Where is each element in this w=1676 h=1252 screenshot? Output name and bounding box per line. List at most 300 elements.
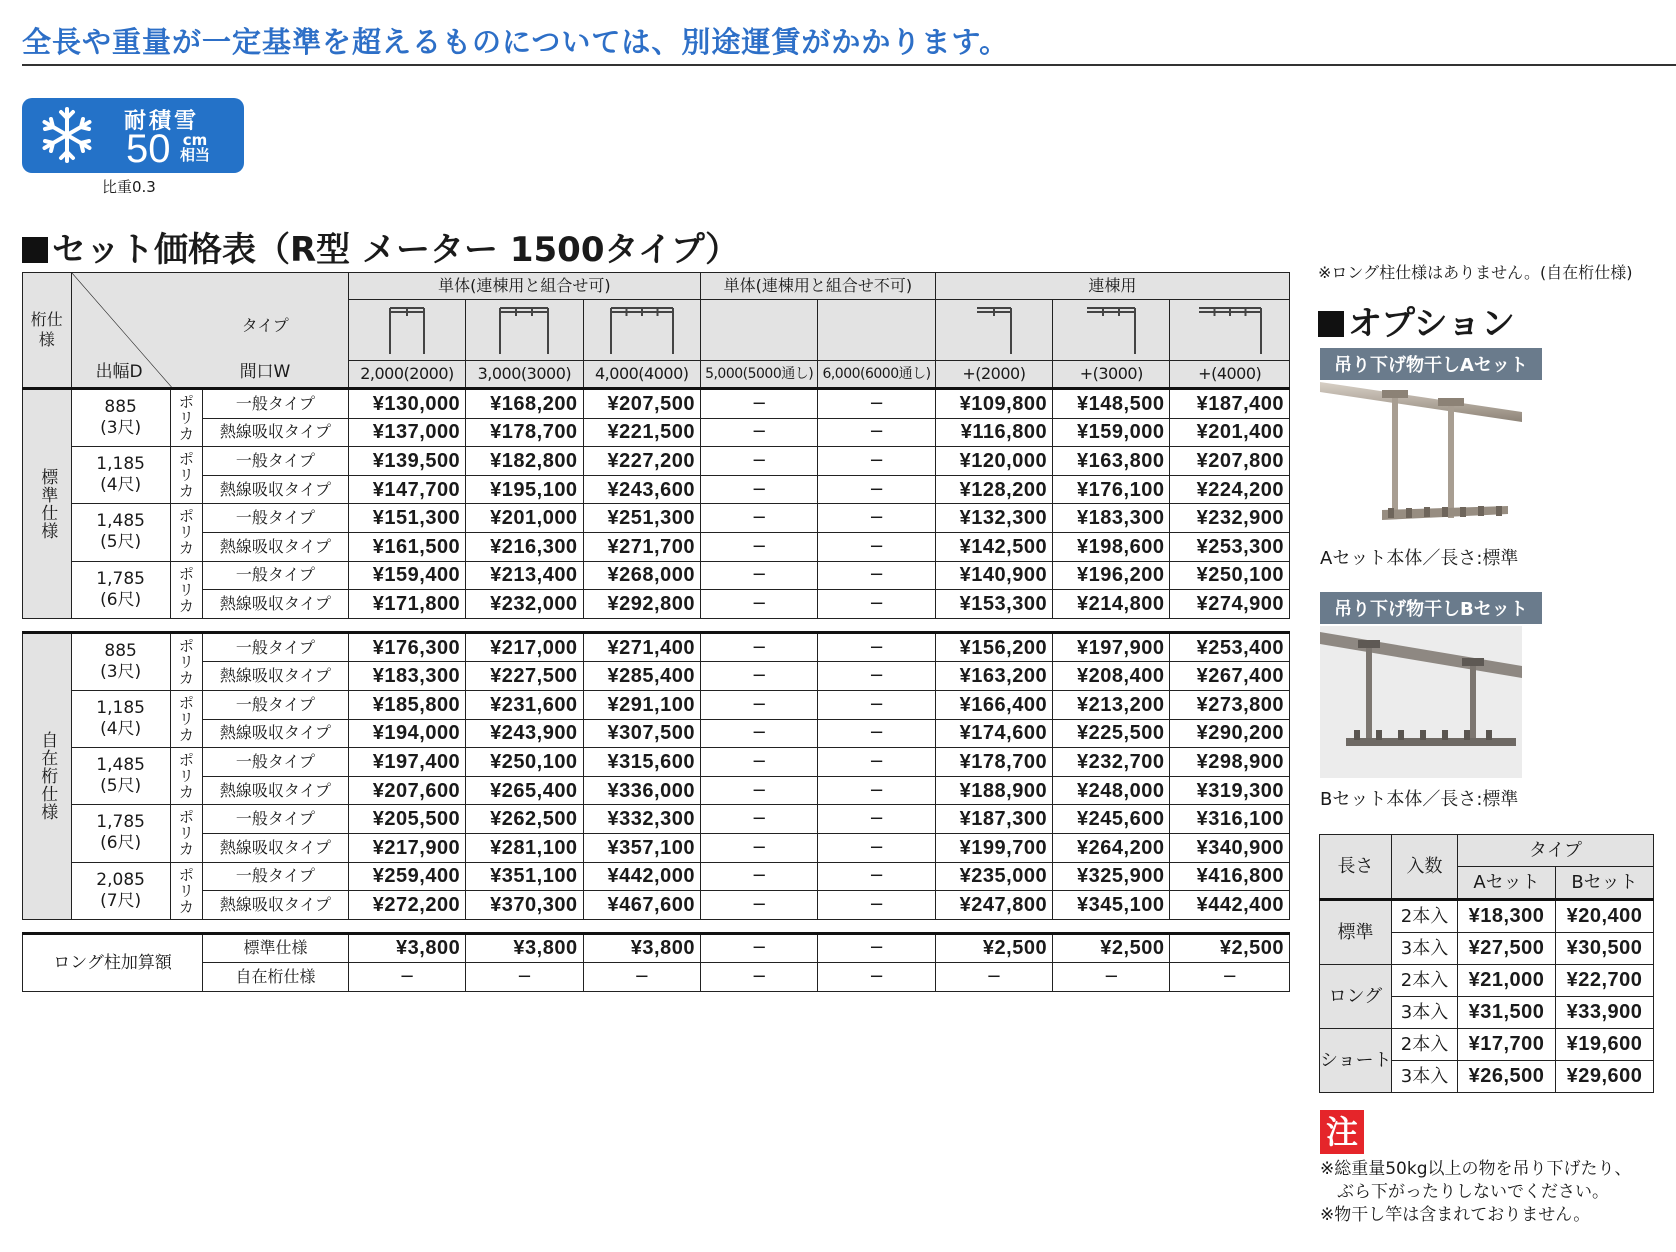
long-pillar-row bbox=[23, 933, 1290, 963]
caution-note-3: ※物干し竿は含まれておりません。 bbox=[1320, 1205, 1591, 1225]
price-cell: ¥178,700 bbox=[466, 418, 583, 447]
material-cell: ポリカ bbox=[170, 690, 202, 747]
table-row bbox=[23, 590, 1290, 619]
depth-value: 2,085 bbox=[96, 869, 145, 890]
badge-label: 耐積雪 bbox=[124, 109, 200, 134]
price-unavailable: − bbox=[818, 632, 935, 662]
long-pillar-type: 標準仕様 bbox=[203, 933, 349, 963]
price-cell: ¥161,500 bbox=[348, 532, 465, 561]
price-unavailable: − bbox=[466, 963, 583, 992]
depth-cell bbox=[71, 862, 170, 919]
price-cell: ¥188,900 bbox=[935, 776, 1052, 805]
option-price-b: ¥30,500 bbox=[1556, 933, 1654, 965]
price-cell: ¥351,100 bbox=[466, 862, 583, 891]
table-row bbox=[23, 475, 1290, 504]
price-cell: ¥147,700 bbox=[348, 475, 465, 504]
price-cell: ¥272,200 bbox=[348, 891, 465, 920]
depth-cell bbox=[71, 632, 170, 690]
table-row bbox=[23, 748, 1290, 777]
price-cell: ¥139,500 bbox=[348, 447, 465, 476]
price-unavailable: − bbox=[700, 963, 817, 992]
price-unavailable: − bbox=[700, 833, 817, 862]
type-cell: 熱線吸収タイプ bbox=[203, 418, 349, 447]
price-cell: ¥217,000 bbox=[466, 632, 583, 662]
price-cell: ¥168,200 bbox=[466, 389, 583, 419]
depth-shaku: (3尺) bbox=[100, 418, 142, 439]
price-cell: ¥291,100 bbox=[583, 690, 700, 719]
section-label: 自在桁仕様 bbox=[23, 632, 72, 919]
price-cell: ¥332,300 bbox=[583, 805, 700, 834]
table-row bbox=[23, 776, 1290, 805]
price-cell: ¥174,600 bbox=[935, 719, 1052, 748]
option-price-b: ¥19,600 bbox=[1556, 1029, 1654, 1061]
corner-type-label: タイプ bbox=[241, 316, 289, 335]
price-cell: ¥262,500 bbox=[466, 805, 583, 834]
price-cell: ¥213,200 bbox=[1053, 690, 1170, 719]
depth-cell bbox=[71, 504, 170, 561]
price-cell: ¥357,100 bbox=[583, 833, 700, 862]
depth-shaku: (7尺) bbox=[100, 890, 142, 911]
type-cell: 一般タイプ bbox=[203, 862, 349, 891]
option-count: 3本入 bbox=[1392, 1061, 1458, 1093]
price-unavailable: − bbox=[818, 561, 935, 590]
price-cell: ¥227,500 bbox=[466, 662, 583, 691]
option-count: 2本入 bbox=[1392, 965, 1458, 997]
price-cell: ¥325,900 bbox=[1053, 862, 1170, 891]
price-cell: ¥116,800 bbox=[935, 418, 1052, 447]
table-row bbox=[23, 662, 1290, 691]
price-unavailable: − bbox=[1053, 963, 1170, 992]
price-unavailable: − bbox=[818, 776, 935, 805]
price-cell: ¥159,000 bbox=[1053, 418, 1170, 447]
price-cell: ¥140,900 bbox=[935, 561, 1052, 590]
price-unavailable: − bbox=[818, 504, 935, 533]
depth-shaku: (4尺) bbox=[100, 475, 142, 496]
price-unavailable: − bbox=[700, 532, 817, 561]
price-cell: ¥231,600 bbox=[466, 690, 583, 719]
price-unavailable: − bbox=[818, 690, 935, 719]
price-cell: ¥251,300 bbox=[583, 504, 700, 533]
price-cell: ¥151,300 bbox=[348, 504, 465, 533]
price-cell: ¥225,500 bbox=[1053, 719, 1170, 748]
long-pillar-note: ※ロング柱仕様はありません。(自在桁仕様) bbox=[1318, 263, 1633, 282]
price-cell: ¥171,800 bbox=[348, 590, 465, 619]
price-cell: ¥292,800 bbox=[583, 590, 700, 619]
price-unavailable: − bbox=[700, 632, 817, 662]
price-cell: ¥253,300 bbox=[1170, 532, 1290, 561]
price-cell: ¥232,900 bbox=[1170, 504, 1290, 533]
price-cell: ¥232,700 bbox=[1053, 748, 1170, 777]
option-title bbox=[1318, 296, 1515, 345]
price-cell: ¥194,000 bbox=[348, 719, 465, 748]
frame-icon-cell bbox=[466, 300, 583, 361]
price-unavailable: − bbox=[818, 418, 935, 447]
price-cell: ¥159,400 bbox=[348, 561, 465, 590]
price-cell: ¥232,000 bbox=[466, 590, 583, 619]
type-cell: 熱線吸収タイプ bbox=[203, 833, 349, 862]
material-cell: ポリカ bbox=[170, 748, 202, 805]
table-row bbox=[23, 561, 1290, 590]
price-unavailable: − bbox=[818, 862, 935, 891]
long-pillar-label: ロング柱加算額 bbox=[23, 933, 203, 991]
depth-value: 1,185 bbox=[96, 698, 145, 719]
price-cell: ¥442,400 bbox=[1170, 891, 1290, 920]
price-unavailable: − bbox=[818, 833, 935, 862]
option-b-header: Bセット bbox=[1556, 867, 1654, 900]
size-header: +(2000) bbox=[935, 361, 1052, 389]
depth-value: 1,485 bbox=[96, 511, 145, 532]
title-square bbox=[22, 237, 48, 263]
option-length-label: ロング bbox=[1320, 965, 1392, 1029]
long-pillar-type: 自在桁仕様 bbox=[203, 963, 349, 992]
group-header-single: 単体(連棟用と組合せ可) bbox=[348, 273, 700, 300]
price-cell: ¥195,100 bbox=[466, 475, 583, 504]
price-cell: ¥264,200 bbox=[1053, 833, 1170, 862]
size-header: +(3000) bbox=[1053, 361, 1170, 389]
price-unavailable: − bbox=[818, 662, 935, 691]
depth-cell bbox=[71, 389, 170, 447]
price-cell: ¥187,300 bbox=[935, 805, 1052, 834]
depth-value: 1,185 bbox=[96, 454, 145, 475]
price-cell: ¥247,800 bbox=[935, 891, 1052, 920]
type-cell: 一般タイプ bbox=[203, 748, 349, 777]
table-row bbox=[23, 389, 1290, 419]
price-cell: ¥197,400 bbox=[348, 748, 465, 777]
price-unavailable: − bbox=[935, 963, 1052, 992]
material-cell: ポリカ bbox=[170, 805, 202, 862]
table-row bbox=[23, 891, 1290, 920]
price-unavailable: − bbox=[818, 933, 935, 963]
price-unavailable: − bbox=[700, 805, 817, 834]
price-unavailable: − bbox=[583, 963, 700, 992]
price-cell: ¥178,700 bbox=[935, 748, 1052, 777]
type-cell: 一般タイプ bbox=[203, 632, 349, 662]
price-cell: ¥243,900 bbox=[466, 719, 583, 748]
option-length-label: 標準 bbox=[1320, 900, 1392, 965]
price-cell: ¥271,400 bbox=[583, 632, 700, 662]
price-cell: ¥197,900 bbox=[1053, 632, 1170, 662]
carport-add-frame-icon bbox=[1085, 304, 1137, 356]
price-cell: ¥345,100 bbox=[1053, 891, 1170, 920]
price-cell: ¥130,000 bbox=[348, 389, 465, 419]
table-row bbox=[23, 719, 1290, 748]
frame-icon-cell bbox=[818, 300, 935, 361]
carport-frame-icon bbox=[609, 304, 675, 356]
carport-frame-icon bbox=[498, 304, 550, 356]
price-cell: ¥221,500 bbox=[583, 418, 700, 447]
price-cell: ¥416,800 bbox=[1170, 862, 1290, 891]
price-cell: ¥201,400 bbox=[1170, 418, 1290, 447]
corner-depth-label: 出幅D bbox=[95, 362, 143, 382]
price-cell: ¥370,300 bbox=[466, 891, 583, 920]
set-b-caption: Bセット本体／長さ:標準 bbox=[1320, 789, 1519, 810]
set-price-table bbox=[22, 272, 1290, 992]
price-cell: ¥253,400 bbox=[1170, 632, 1290, 662]
price-cell: ¥208,400 bbox=[1053, 662, 1170, 691]
gap-cell bbox=[23, 919, 1290, 933]
price-unavailable: − bbox=[818, 748, 935, 777]
gap-cell bbox=[23, 618, 1290, 632]
price-cell: ¥128,200 bbox=[935, 475, 1052, 504]
option-price-a: ¥17,700 bbox=[1458, 1029, 1556, 1061]
carport-add-frame-icon bbox=[975, 304, 1013, 356]
option-row bbox=[1320, 1029, 1654, 1061]
price-cell: ¥109,800 bbox=[935, 389, 1052, 419]
table-row bbox=[23, 833, 1290, 862]
caution-mark: 注 bbox=[1320, 1110, 1364, 1154]
option-price-a: ¥21,000 bbox=[1458, 965, 1556, 997]
price-cell: ¥207,600 bbox=[348, 776, 465, 805]
specific-gravity-note: 比重0.3 bbox=[102, 178, 156, 196]
option-price-b: ¥33,900 bbox=[1556, 997, 1654, 1029]
price-unavailable: − bbox=[700, 776, 817, 805]
group-header-single-standalone: 単体(連棟用と組合せ不可) bbox=[700, 273, 935, 300]
set-b-tag: 吊り下げ物干しBセット bbox=[1320, 592, 1542, 624]
price-cell: ¥196,200 bbox=[1053, 561, 1170, 590]
price-cell: ¥281,100 bbox=[466, 833, 583, 862]
table-row bbox=[23, 418, 1290, 447]
type-cell: 一般タイプ bbox=[203, 389, 349, 419]
price-cell: ¥182,800 bbox=[466, 447, 583, 476]
depth-shaku: (5尺) bbox=[100, 776, 142, 797]
table-row bbox=[23, 504, 1290, 533]
depth-shaku: (5尺) bbox=[100, 532, 142, 553]
price-cell: ¥142,500 bbox=[935, 532, 1052, 561]
price-cell: ¥307,500 bbox=[583, 719, 700, 748]
price-cell: ¥319,300 bbox=[1170, 776, 1290, 805]
price-cell: ¥214,800 bbox=[1053, 590, 1170, 619]
option-price-a: ¥18,300 bbox=[1458, 900, 1556, 933]
price-cell: ¥274,900 bbox=[1170, 590, 1290, 619]
frame-icon-cell bbox=[1053, 300, 1170, 361]
price-unavailable: − bbox=[818, 475, 935, 504]
price-unavailable: − bbox=[818, 805, 935, 834]
price-cell: ¥3,800 bbox=[583, 933, 700, 963]
depth-cell bbox=[71, 561, 170, 618]
price-unavailable: − bbox=[700, 862, 817, 891]
material-cell: ポリカ bbox=[170, 632, 202, 690]
type-cell: 熱線吸収タイプ bbox=[203, 532, 349, 561]
price-cell: ¥207,800 bbox=[1170, 447, 1290, 476]
type-cell: 熱線吸収タイプ bbox=[203, 662, 349, 691]
price-cell: ¥183,300 bbox=[348, 662, 465, 691]
option-row bbox=[1320, 965, 1654, 997]
long-pillar-row bbox=[23, 963, 1290, 992]
section-label: 標準仕様 bbox=[23, 389, 72, 619]
option-row bbox=[1320, 900, 1654, 933]
option-title-square bbox=[1318, 311, 1344, 337]
material-cell: ポリカ bbox=[170, 561, 202, 618]
price-cell: ¥166,400 bbox=[935, 690, 1052, 719]
price-unavailable: − bbox=[700, 748, 817, 777]
price-unavailable: − bbox=[700, 933, 817, 963]
table-row bbox=[23, 862, 1290, 891]
header-notice: 全長や重量が一定基準を超えるものについては、別途運賃がかかります。 bbox=[22, 25, 1010, 59]
option-price-a: ¥27,500 bbox=[1458, 933, 1556, 965]
price-cell: ¥265,400 bbox=[466, 776, 583, 805]
price-unavailable: − bbox=[700, 891, 817, 920]
depth-shaku: (6尺) bbox=[100, 833, 142, 854]
badge-value: 50 bbox=[126, 127, 171, 171]
table-row bbox=[23, 532, 1290, 561]
option-price-b: ¥20,400 bbox=[1556, 900, 1654, 933]
price-cell: ¥250,100 bbox=[1170, 561, 1290, 590]
option-count-header: 入数 bbox=[1392, 835, 1458, 900]
set-b-photo bbox=[1320, 626, 1522, 778]
type-cell: 熱線吸収タイプ bbox=[203, 475, 349, 504]
snow-load-badge bbox=[22, 98, 244, 173]
price-unavailable: − bbox=[700, 504, 817, 533]
depth-value: 1,485 bbox=[96, 755, 145, 776]
price-cell: ¥340,900 bbox=[1170, 833, 1290, 862]
price-unavailable: − bbox=[700, 590, 817, 619]
section-gap bbox=[23, 919, 1290, 933]
price-unavailable: − bbox=[818, 389, 935, 419]
type-cell: 一般タイプ bbox=[203, 805, 349, 834]
set-a-caption: Aセット本体／長さ:標準 bbox=[1320, 548, 1519, 569]
badge-unit-cm: cm bbox=[182, 131, 208, 149]
price-cell: ¥2,500 bbox=[935, 933, 1052, 963]
side-header: 桁仕様 bbox=[23, 273, 72, 389]
price-cell: ¥245,600 bbox=[1053, 805, 1170, 834]
material-cell: ポリカ bbox=[170, 389, 202, 447]
price-cell: ¥201,000 bbox=[466, 504, 583, 533]
frame-icon-cell bbox=[348, 300, 465, 361]
type-cell: 熱線吸収タイプ bbox=[203, 891, 349, 920]
price-cell: ¥290,200 bbox=[1170, 719, 1290, 748]
header-group-row bbox=[23, 273, 1290, 300]
type-cell: 一般タイプ bbox=[203, 504, 349, 533]
price-unavailable: − bbox=[700, 389, 817, 419]
depth-shaku: (3尺) bbox=[100, 661, 142, 682]
depth-value: 1,785 bbox=[96, 812, 145, 833]
price-cell: ¥227,200 bbox=[583, 447, 700, 476]
type-cell: 熱線吸収タイプ bbox=[203, 719, 349, 748]
badge-unit bbox=[180, 133, 210, 163]
price-cell: ¥132,300 bbox=[935, 504, 1052, 533]
type-cell: 一般タイプ bbox=[203, 447, 349, 476]
option-price-table bbox=[1319, 834, 1654, 1093]
price-unavailable: − bbox=[700, 475, 817, 504]
price-cell: ¥148,500 bbox=[1053, 389, 1170, 419]
depth-value: 885 bbox=[104, 640, 137, 661]
size-header: 2,000(2000) bbox=[348, 361, 465, 389]
option-price-a: ¥26,500 bbox=[1458, 1061, 1556, 1093]
frame-icon-cell bbox=[935, 300, 1052, 361]
price-table-title bbox=[22, 222, 739, 271]
price-cell: ¥156,200 bbox=[935, 632, 1052, 662]
price-cell: ¥224,200 bbox=[1170, 475, 1290, 504]
price-unavailable: − bbox=[818, 590, 935, 619]
carport-frame-icon bbox=[388, 304, 426, 356]
price-cell: ¥137,000 bbox=[348, 418, 465, 447]
price-cell: ¥298,900 bbox=[1170, 748, 1290, 777]
snowflake-icon bbox=[36, 104, 98, 166]
price-cell: ¥176,100 bbox=[1053, 475, 1170, 504]
size-header: 3,000(3000) bbox=[466, 361, 583, 389]
table-row bbox=[23, 805, 1290, 834]
price-cell: ¥213,400 bbox=[466, 561, 583, 590]
price-cell: ¥271,700 bbox=[583, 532, 700, 561]
price-cell: ¥199,700 bbox=[935, 833, 1052, 862]
size-header: +(4000) bbox=[1170, 361, 1290, 389]
table-row bbox=[23, 690, 1290, 719]
carport-add-frame-icon bbox=[1197, 304, 1263, 356]
depth-cell bbox=[71, 748, 170, 805]
type-cell: 一般タイプ bbox=[203, 561, 349, 590]
type-cell: 一般タイプ bbox=[203, 690, 349, 719]
type-cell: 熱線吸収タイプ bbox=[203, 776, 349, 805]
price-unavailable: − bbox=[818, 532, 935, 561]
corner-cell bbox=[71, 273, 348, 389]
option-count: 2本入 bbox=[1392, 1029, 1458, 1061]
price-cell: ¥316,100 bbox=[1170, 805, 1290, 834]
option-length-header: 長さ bbox=[1320, 835, 1392, 900]
price-cell: ¥183,300 bbox=[1053, 504, 1170, 533]
price-unavailable: − bbox=[1170, 963, 1290, 992]
price-cell: ¥336,000 bbox=[583, 776, 700, 805]
price-unavailable: − bbox=[700, 719, 817, 748]
price-cell: ¥259,400 bbox=[348, 862, 465, 891]
price-cell: ¥285,400 bbox=[583, 662, 700, 691]
caution-note-2: ぶら下がったりしないでください。 bbox=[1320, 1182, 1609, 1202]
frame-icon-cell bbox=[1170, 300, 1290, 361]
price-cell: ¥248,000 bbox=[1053, 776, 1170, 805]
section-gap bbox=[23, 618, 1290, 632]
price-cell: ¥217,900 bbox=[348, 833, 465, 862]
price-cell: ¥207,500 bbox=[583, 389, 700, 419]
option-count: 3本入 bbox=[1392, 933, 1458, 965]
table-row bbox=[23, 447, 1290, 476]
option-type-header: タイプ bbox=[1458, 835, 1654, 867]
material-cell: ポリカ bbox=[170, 447, 202, 504]
price-cell: ¥216,300 bbox=[466, 532, 583, 561]
price-cell: ¥3,800 bbox=[466, 933, 583, 963]
corner-width-label: 間口W bbox=[239, 362, 291, 382]
table-row bbox=[23, 632, 1290, 662]
option-price-a: ¥31,500 bbox=[1458, 997, 1556, 1029]
option-price-b: ¥29,600 bbox=[1556, 1061, 1654, 1093]
price-cell: ¥176,300 bbox=[348, 632, 465, 662]
depth-shaku: (4尺) bbox=[100, 719, 142, 740]
size-header: 4,000(4000) bbox=[583, 361, 700, 389]
set-a-tag: 吊り下げ物干しAセット bbox=[1320, 348, 1542, 380]
size-header: 6,000(6000通し) bbox=[818, 361, 935, 389]
set-a-photo bbox=[1320, 382, 1522, 542]
price-cell: ¥163,800 bbox=[1053, 447, 1170, 476]
price-unavailable: − bbox=[700, 561, 817, 590]
option-title-text: オプション bbox=[1348, 304, 1515, 344]
price-cell: ¥243,600 bbox=[583, 475, 700, 504]
price-unavailable: − bbox=[700, 418, 817, 447]
price-cell: ¥267,400 bbox=[1170, 662, 1290, 691]
price-unavailable: − bbox=[700, 447, 817, 476]
depth-cell bbox=[71, 447, 170, 504]
badge-unit-equivalent: 相当 bbox=[180, 146, 211, 164]
price-unavailable: − bbox=[818, 891, 935, 920]
price-cell: ¥273,800 bbox=[1170, 690, 1290, 719]
price-cell: ¥250,100 bbox=[466, 748, 583, 777]
price-unavailable: − bbox=[700, 690, 817, 719]
price-cell: ¥2,500 bbox=[1170, 933, 1290, 963]
price-cell: ¥315,600 bbox=[583, 748, 700, 777]
depth-shaku: (6尺) bbox=[100, 589, 142, 610]
option-length-label: ショート bbox=[1320, 1029, 1392, 1093]
price-unavailable: − bbox=[818, 719, 935, 748]
price-unavailable: − bbox=[818, 447, 935, 476]
frame-icon-cell bbox=[700, 300, 817, 361]
depth-cell bbox=[71, 805, 170, 862]
